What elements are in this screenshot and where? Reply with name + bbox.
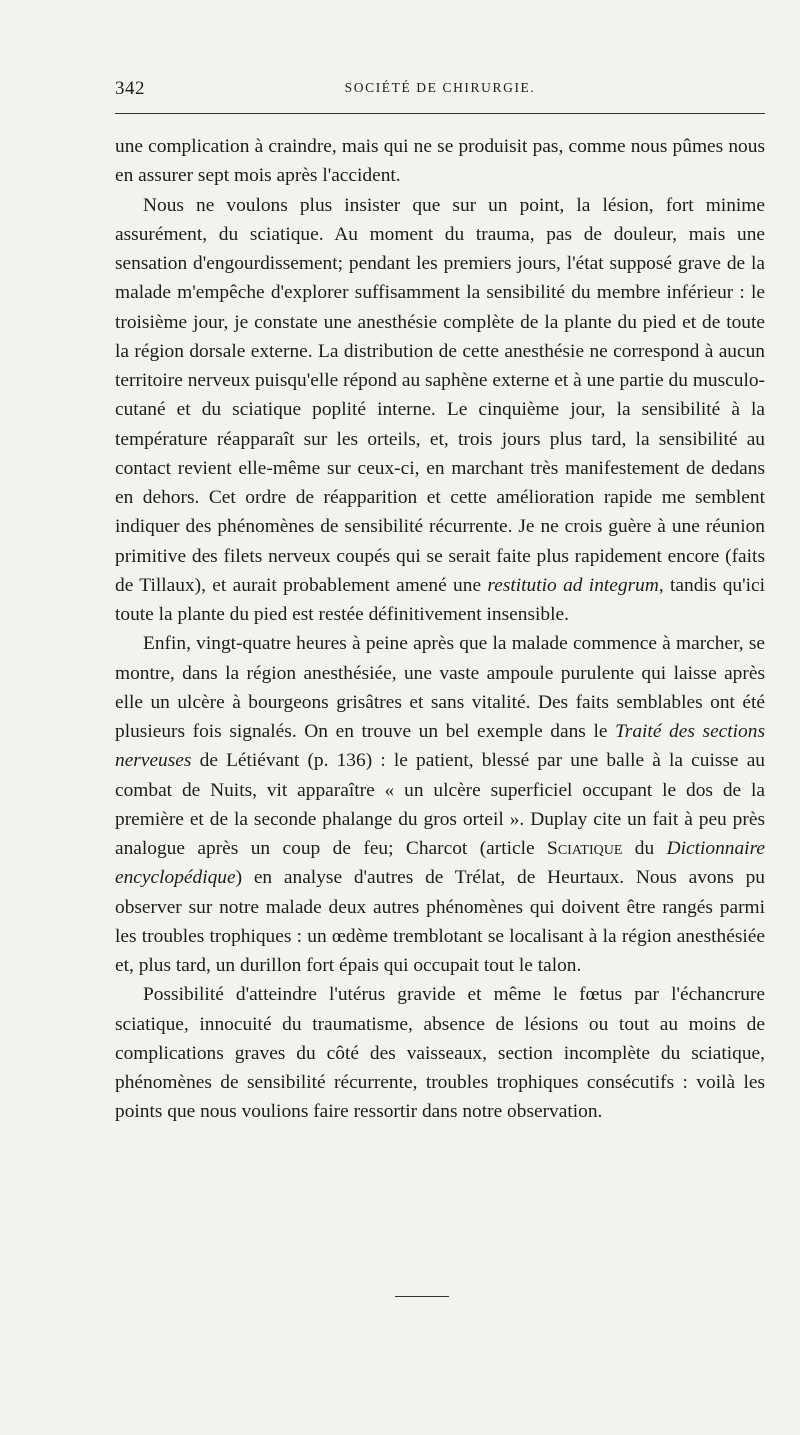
- page-number: 342: [115, 78, 145, 99]
- paragraph-1: une complication à craindre, mais qui ne se produisit pas, comme nous pûmes nous en assurer sept mois après l'accident.: [115, 136, 765, 187]
- italic-restitutio: restitutio ad integrum: [487, 574, 659, 596]
- header-rule: [115, 113, 765, 114]
- italic-book-title: Traité des sections nerveuses: [115, 721, 765, 772]
- paragraph-4: Possibilité d'atteindre l'utérus gravide et même le fœtus par l'échancrure sciatique, innocuité du traumatisme, absence de lésions ou tout au moins de complications graves du côté des vaisseaux, section incomplète du sciatique, phénomènes de sensibilité récurrente, troubles trophiques consécutifs : voilà les points que nous voulions faire ressortir dans notre observation.: [115, 984, 765, 1123]
- body-text: [115, 132, 765, 1127]
- paragraph-2: Nous ne voulons plus insister que sur un point, la lésion, fort minime assurément, du sciatique. Au moment du trauma, pas de douleur, mais une sensation d'engourdissement; pendant les premiers jours, l'état supposé grave de la malade m'empêche d'explorer suffisamment la sensibilité du membre inférieur : le troisième jour, je constate une anesthésie complète de la plante du pied et de toute la région dorsale externe. La distribution de cette anesthésie ne correspond à aucun territoire nerveux puisqu'elle répond au saphène externe et à une partie du musculo-cutané et du sciatique poplité interne. Le cinquième jour, la sensibilité à la température réapparaît sur les orteils, et, trois jours plus tard, la sensibilité au contact revient elle-même sur ceux-ci, en marchant très manifestement de dedans en dehors. Cet ordre de réapparition et cette amélioration rapide me semblent indiquer des phénomènes de sensibilité récurrente. Je ne crois guère à une réunion primitive des filets nerveux coupés qui se serait faite plus rapidement encore (faits de Tillaux), et aurait probablement amené une restitutio ad integrum, tandis qu'ici toute la plante du pied est restée définitivement insensible.: [115, 194, 765, 625]
- paragraph-3: Enfin, vingt-quatre heures à peine après que la malade commence à marcher, se montre, dans la région anesthésiée, une vaste ampoule purulente qui laisse après elle un ulcère à bourgeons grisâtres et sans vitalité. Des faits semblables ont été plusieurs fois signalés. On en trouve un bel exemple dans le Traité des sections nerveuses de Létiévant (p. 136) : le patient, blessé par une balle à la cuisse au combat de Nuits, vit apparaître « un ulcère superficiel occupant le dos de la première et de la seconde phalange du gros orteil ». Duplay cite un fait à peu près analogue après un coup de feu; Charcot (article Sciatique du Dictionnaire encyclopédique) en analyse d'autres de Trélat, de Heurtaux. Nous avons pu observer sur notre malade deux autres phénomènes qui doivent être rangés parmi les troubles trophiques : un œdème tremblotant se localisant à la région anesthésiée et, plus tard, un durillon fort épais qui occupait tout le talon.: [115, 633, 765, 976]
- italic-dictionary-title: Dictionnaire encyclopédique: [115, 838, 765, 889]
- end-rule: [395, 1296, 449, 1297]
- small-caps-sciatique: Sciatique: [547, 838, 623, 859]
- running-title: SOCIÉTÉ DE CHIRURGIE.: [344, 80, 536, 95]
- page-header: [115, 78, 765, 102]
